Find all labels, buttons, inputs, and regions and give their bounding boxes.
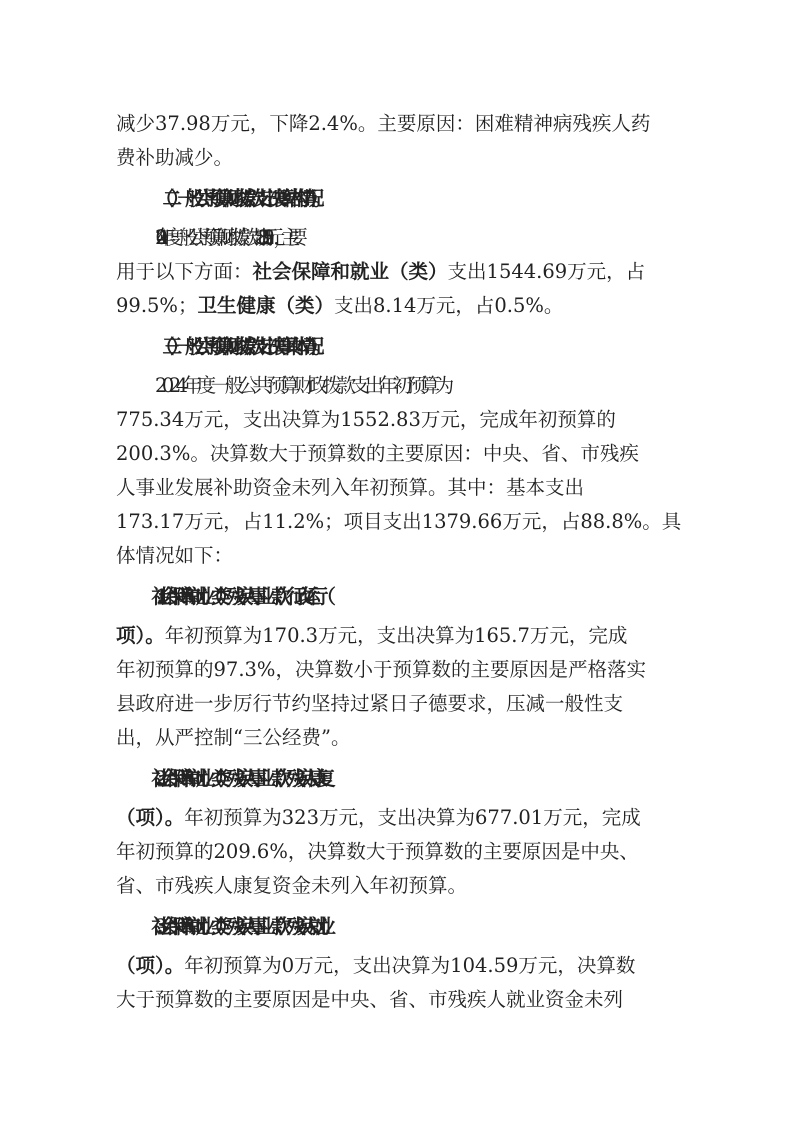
bold-text-run: 项）。 bbox=[116, 624, 165, 647]
paragraph-line bbox=[116, 869, 686, 903]
text-run: 体情况如下： bbox=[116, 544, 234, 567]
section-heading-2 bbox=[155, 182, 725, 216]
text-run: 支出8.14万元，占0.5%。 bbox=[333, 294, 564, 317]
section-heading-3 bbox=[155, 330, 725, 364]
text-run: 年初预算为0万元，支出决算为104.59万元，决算数 bbox=[184, 954, 636, 977]
paragraph-line bbox=[116, 107, 686, 141]
text-run: 99.5%； bbox=[116, 294, 198, 317]
bold-text-run: 3.社会保障和就业（类）残疾人事业（款）残疾人就业 bbox=[155, 915, 324, 938]
heading-text: （二）一般公共预算财政拨款支出决算结构情况。 bbox=[155, 187, 321, 210]
item-heading-3 bbox=[155, 910, 725, 944]
text-run: 支出1544.69万元，占 bbox=[447, 260, 646, 283]
bold-text-run: 卫生健康（类） bbox=[197, 294, 334, 317]
text-run: 县政府进一步厉行节约坚持过紧日子德要求，压减一般性支 bbox=[116, 692, 624, 715]
bold-text-run: （项）。 bbox=[116, 806, 185, 829]
paragraph-line bbox=[116, 505, 686, 539]
paragraph-line bbox=[116, 721, 686, 755]
text-run: 年初预算为170.3万元，支出决算为165.7万元，完成 bbox=[164, 624, 628, 647]
item-heading-2 bbox=[155, 762, 725, 796]
text-run: 人事业发展补助资金未列入年初预算。其中：基本支出 bbox=[116, 476, 585, 499]
bold-text-run: 社会保障和就业（类） bbox=[252, 260, 448, 283]
text-run: 大于预算数的主要原因是中央、省、市残疾人就业资金未列 bbox=[116, 988, 624, 1011]
text-run: 年初预算的97.3%，决算数小于预算数的主要原因是严格落实 bbox=[116, 658, 646, 681]
text-run: 用于以下方面： bbox=[116, 260, 253, 283]
text-run: 省、市残疾人康复资金未列入年初预算。 bbox=[116, 874, 468, 897]
paragraph-line bbox=[116, 801, 686, 835]
bold-text-run: 2.社会保障和就业（类）残疾人事业（款）残疾人康复 bbox=[155, 767, 324, 790]
text-run: 年初预算为323万元，支出决算为677.01万元，完成 bbox=[184, 806, 641, 829]
bold-text-run: （项）。 bbox=[116, 954, 185, 977]
paragraph-line bbox=[116, 141, 686, 175]
text-run: 2024年度一般公共预算财政拨款支出1552.83万元，主要 bbox=[155, 226, 296, 249]
paragraph-line bbox=[116, 949, 686, 983]
paragraph-line bbox=[116, 437, 686, 471]
text-run: 173.17万元，占11.2%；项目支出1379.66万元，占88.8%。具 bbox=[116, 510, 682, 533]
text-run: 减少37.98万元，下降2.4%。主要原因：困难精神病残疾人药 bbox=[116, 112, 651, 135]
paragraph-line bbox=[116, 619, 686, 653]
paragraph-line bbox=[116, 983, 686, 1017]
paragraph-line bbox=[116, 255, 686, 289]
paragraph-line bbox=[155, 221, 725, 255]
text-run: 2024年度一般公共预算财政拨款支出年初预算为 bbox=[155, 374, 449, 397]
paragraph-line bbox=[116, 539, 686, 573]
text-run: 费补助减少。 bbox=[116, 146, 234, 169]
text-run: 775.34万元，支出决算为1552.83万元，完成年初预算的 bbox=[116, 408, 616, 431]
item-heading-1 bbox=[155, 580, 725, 614]
paragraph-line bbox=[116, 289, 686, 323]
bold-text-run: 1.社会保障和就业（类）残疾人事业（款）行政运行（ bbox=[155, 585, 324, 608]
text-run: 出，从严控制“三公经费”。 bbox=[116, 726, 351, 749]
paragraph-line bbox=[116, 687, 686, 721]
paragraph-line bbox=[116, 403, 686, 437]
heading-text: （三）一般公共预算财政拨款支出决算具体情况。 bbox=[155, 335, 321, 358]
text-run: 年初预算的209.6%，决算数大于预算数的主要原因是中央、 bbox=[116, 840, 639, 863]
paragraph-line bbox=[116, 835, 686, 869]
paragraph-line bbox=[116, 471, 686, 505]
text-run: 200.3%。决算数大于预算数的主要原因：中央、省、市残疾 bbox=[116, 442, 639, 465]
paragraph-line bbox=[155, 369, 725, 403]
paragraph-line bbox=[116, 653, 686, 687]
